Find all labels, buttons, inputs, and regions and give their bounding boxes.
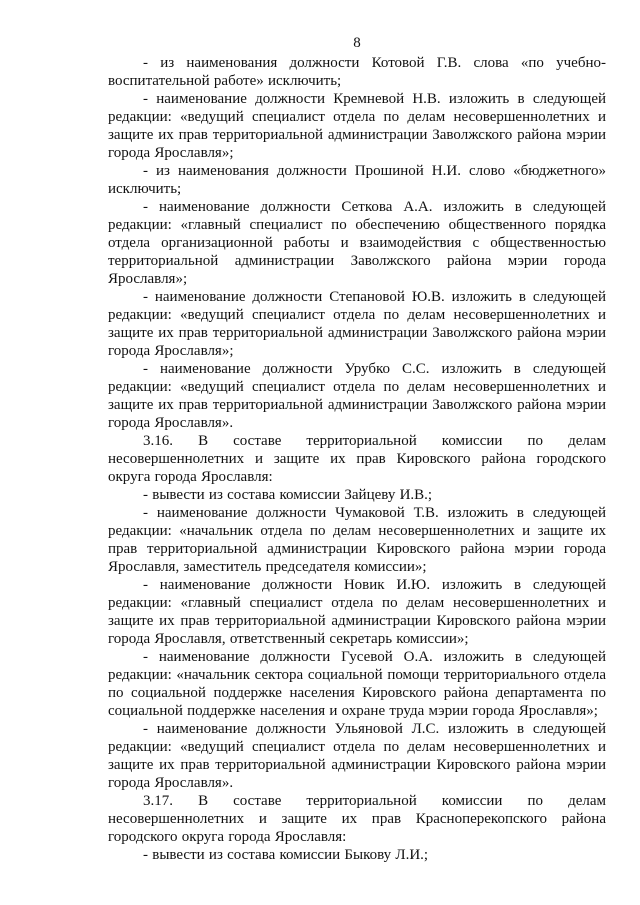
paragraph-setkov: - наименование должности Сеткова А.А. изложить в следующей редакции: «главный специалист по обеспечению общественного порядка отдела организационной работы и взаимодействия с общественностью территориальной администрации Заволжского района мэрии города Ярославля»; bbox=[108, 199, 606, 287]
paragraph-guseva: - наименование должности Гусевой О.А. изложить в следующей редакции: «начальник сектора социальной помощи территориального отдела по социальной поддержке населения Кировского района департамента по социальной поддержке населения и охране труда мэрии города Ярославля»; bbox=[108, 649, 606, 719]
paragraph-proshina: - из наименования должности Прошиной Н.И. слово «бюджетного» исключить; bbox=[108, 163, 606, 197]
section-3-16: 3.16. В составе территориальной комиссии по делам несовершеннолетних и защите их прав Кировского района городского округа города Ярославля: bbox=[108, 433, 606, 485]
section-3-17: 3.17. В составе территориальной комиссии по делам несовершеннолетних и защите их прав Красноперекопского района городского округа города Ярославля: bbox=[108, 793, 606, 845]
page-number: 8 bbox=[353, 35, 361, 51]
paragraph-ulyanova: - наименование должности Ульяновой Л.С. изложить в следующей редакции: «ведущий специалист отдела по делам несовершеннолетних и защите их прав территориальной администрации Кировского района мэрии города Ярославля». bbox=[108, 721, 606, 791]
paragraph-urubko: - наименование должности Урубко С.С. изложить в следующей редакции: «ведущий специалист отдела по делам несовершеннолетних и защите их прав территориальной администрации Заволжского района мэрии города Ярославля». bbox=[108, 361, 606, 431]
paragraph-bykova: - вывести из состава комиссии Быкову Л.И.; bbox=[143, 847, 429, 863]
paragraph-kremneva: - наименование должности Кремневой Н.В. изложить в следующей редакции: «ведущий специалист отдела по делам несовершеннолетних и защите их прав территориальной администрации Заволжского района мэрии города Ярославля»; bbox=[108, 91, 606, 161]
paragraph-kotova: - из наименования должности Котовой Г.В. слова «по учебно-воспитательной работе» исключить; bbox=[108, 55, 606, 89]
paragraph-zaytseva: - вывести из состава комиссии Зайцеву И.В.; bbox=[143, 487, 433, 503]
paragraph-novik: - наименование должности Новик И.Ю. изложить в следующей редакции: «главный специалист отдела по делам несовершеннолетних и защите их прав территориальной администрации Кировского района мэрии города Ярославля, ответственный секретарь комиссии»; bbox=[108, 577, 606, 647]
paragraph-chumakova: - наименование должности Чумаковой Т.В. изложить в следующей редакции: «начальник отдела по делам несовершеннолетних и защите их прав территориальной администрации Кировского района мэрии города Ярославля, заместитель председателя комиссии»; bbox=[108, 505, 606, 575]
paragraph-stepanova: - наименование должности Степановой Ю.В. изложить в следующей редакции: «ведущий специалист отдела по делам несовершеннолетних и защите их прав территориальной администрации Заволжского района мэрии города Ярославля»; bbox=[108, 289, 606, 359]
